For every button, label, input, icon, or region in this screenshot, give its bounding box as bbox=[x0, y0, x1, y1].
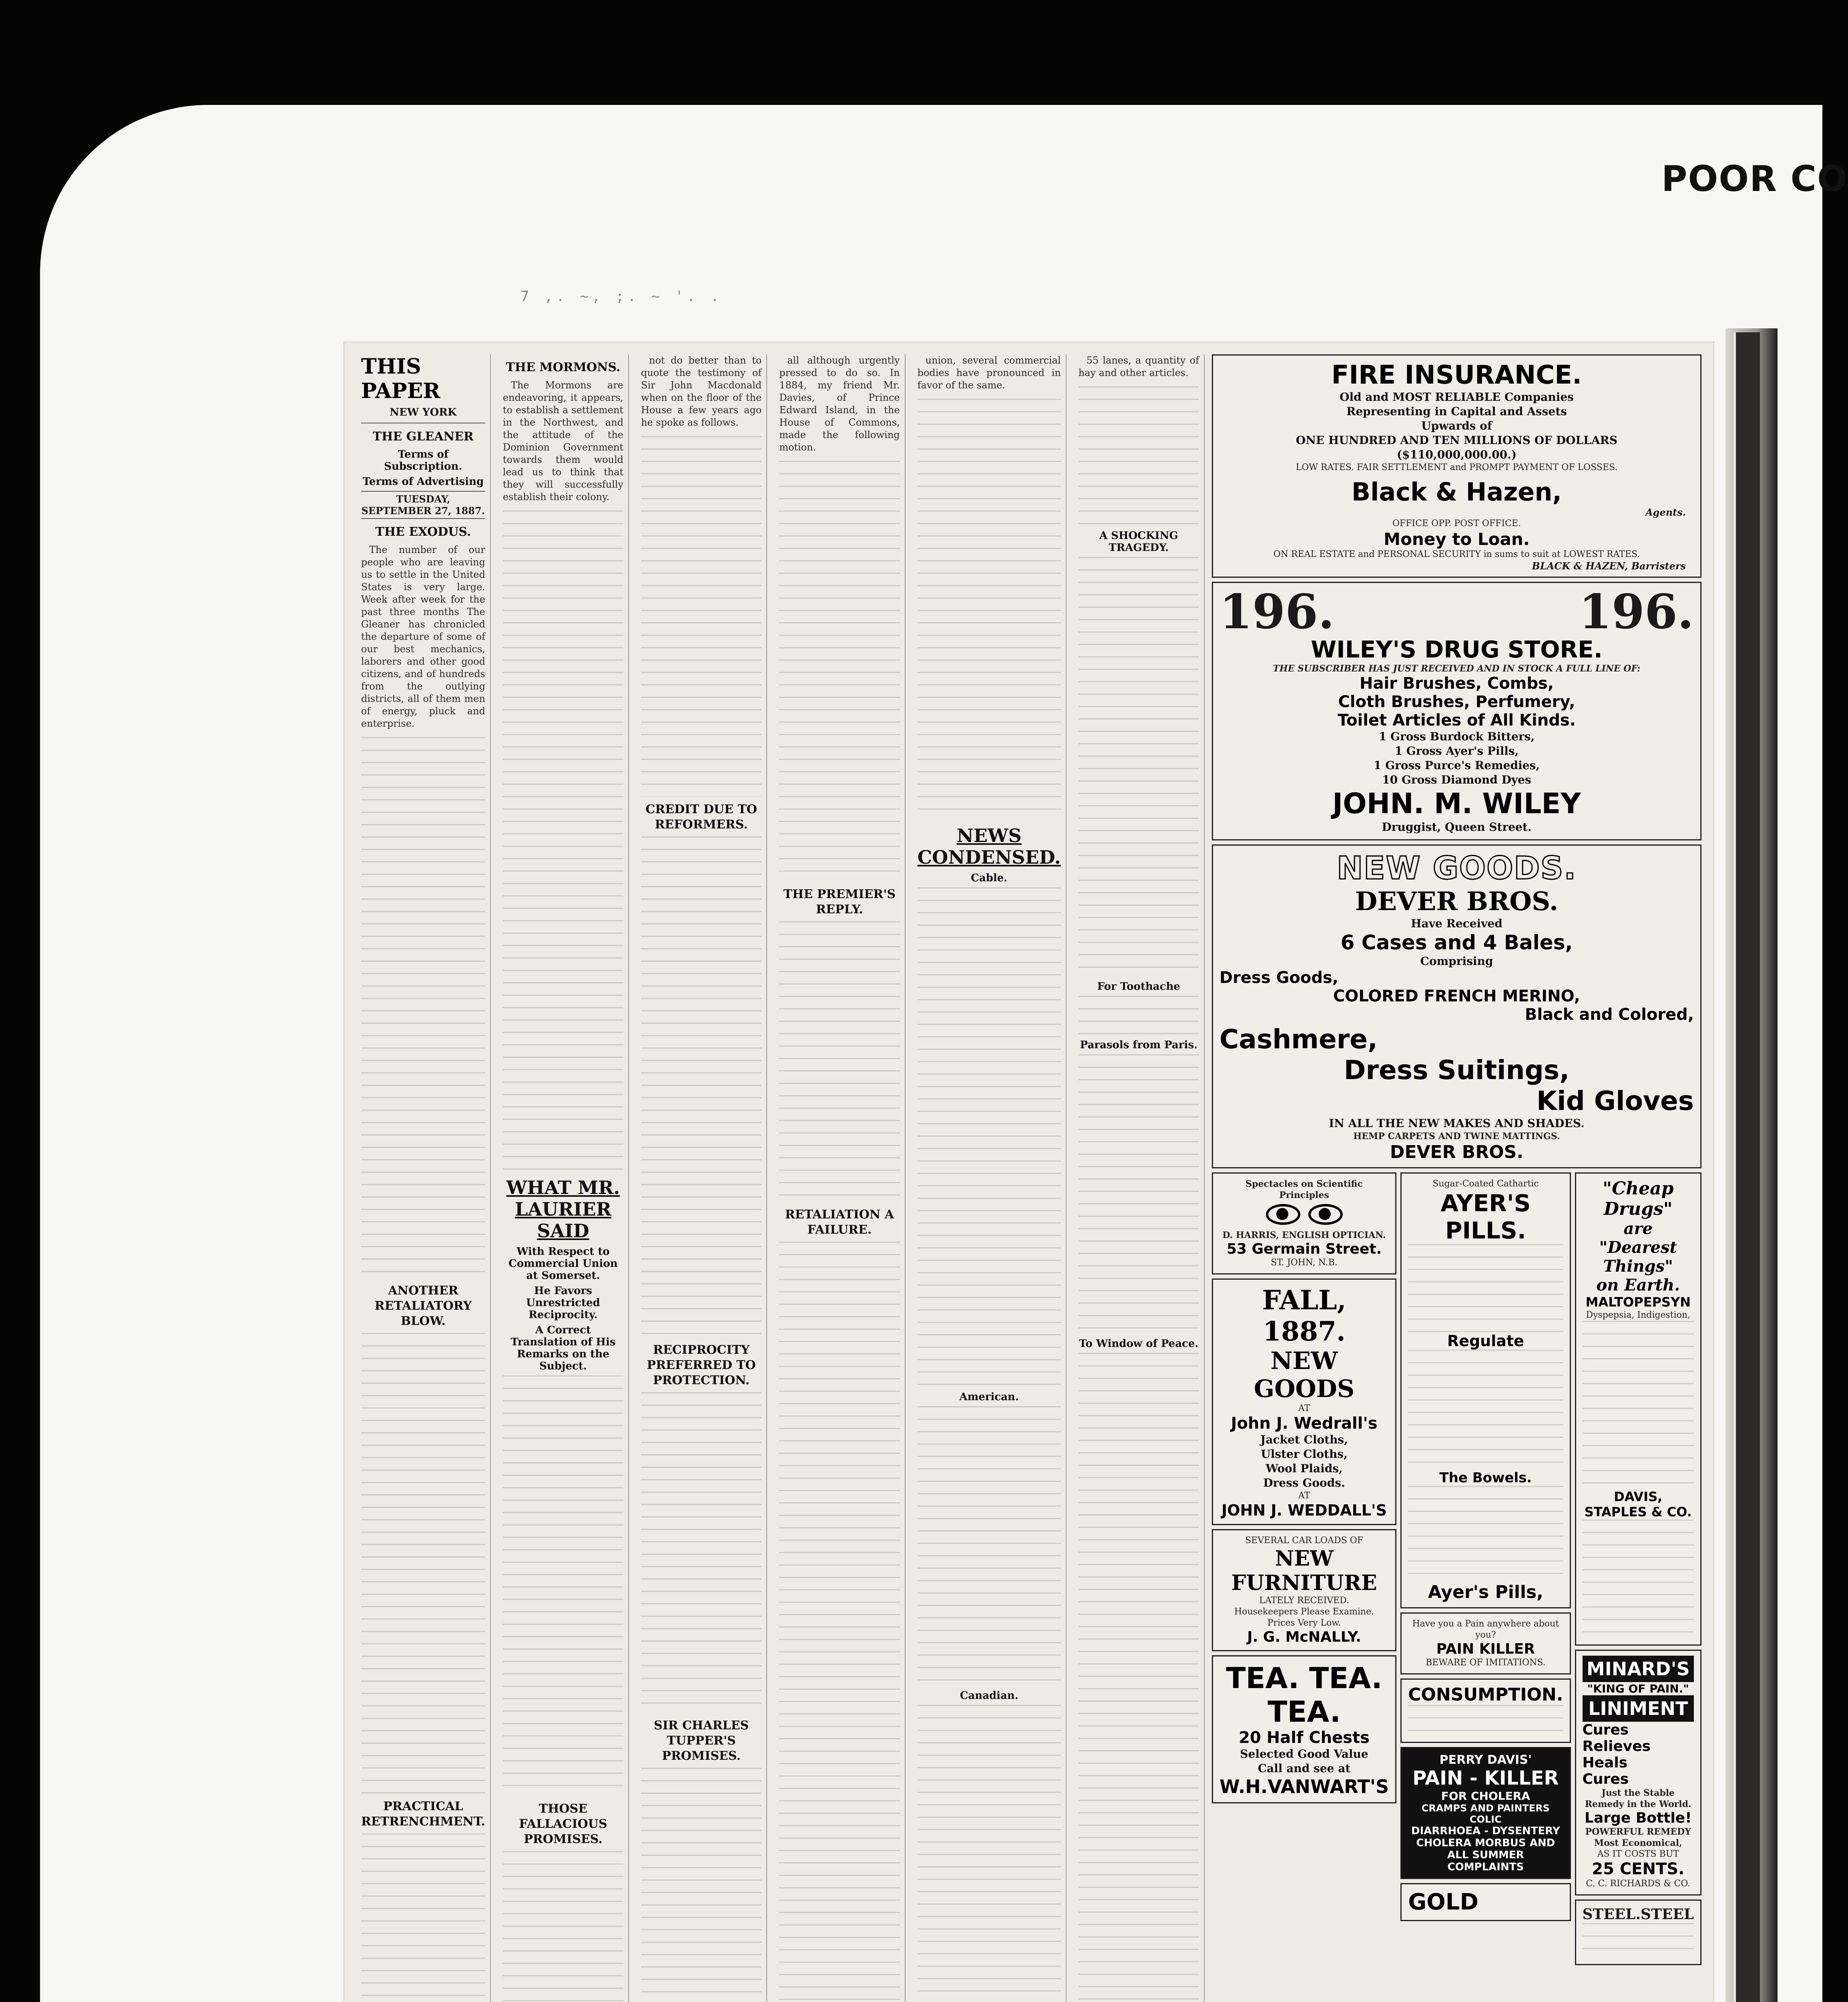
masthead-newyork: NEW YORK bbox=[390, 406, 457, 418]
text-block bbox=[1408, 1486, 1563, 1582]
dever-line-2: 6 Cases and 4 Bales, bbox=[1340, 931, 1573, 954]
davis-staples: DAVIS, STAPLES & CO. bbox=[1584, 1489, 1692, 1520]
cheap-drugs-ad bbox=[1575, 1172, 1702, 1646]
tragedy-heading: A SHOCKING TRAGEDY. bbox=[1099, 530, 1178, 554]
text-block bbox=[918, 1406, 1061, 1686]
optician-name: D. HARRIS, ENGLISH OPTICIAN. bbox=[1222, 1230, 1386, 1240]
mormons-body: The Mormons are endeavoring, it appears, to establish a settlement in the Northwest, and the attitude of the Dominion Government towards them would lead us to think that they will successfully establish their colony. bbox=[502, 380, 624, 503]
number-left: 196. bbox=[1219, 584, 1335, 639]
dever-line-5: COLORED FRENCH MERINO, bbox=[1333, 987, 1580, 1005]
ads-col-left bbox=[1212, 1172, 1396, 1969]
minard-line-5: Just the Stable Remedy in the World. bbox=[1585, 1788, 1691, 1809]
text-block bbox=[779, 461, 900, 881]
tea-line-2: Selected Good Value bbox=[1240, 1747, 1368, 1761]
paris-heading: Parasols from Paris. bbox=[1080, 1039, 1198, 1051]
optician-city: ST. JOHN, N.B. bbox=[1271, 1258, 1338, 1268]
columns bbox=[356, 354, 1701, 2002]
gold-title: GOLD bbox=[1408, 1889, 1478, 1915]
perry-line-7: ALL SUMMER COMPLAINTS bbox=[1447, 1849, 1524, 1873]
painkiller-ad bbox=[1400, 1612, 1571, 1674]
cheap-line-2: are "Dearest Things" bbox=[1599, 1219, 1677, 1276]
weddall-line-2: Ulster Cloths, bbox=[1261, 1447, 1348, 1461]
dever-line-6: Black and Colored, bbox=[1525, 1005, 1694, 1024]
dever-line-1: Have Received bbox=[1411, 917, 1503, 930]
black-hazen-name: Black & Hazen, bbox=[1351, 477, 1562, 507]
minard-cures: Cures bbox=[1582, 1722, 1629, 1738]
minards-liniment-ad bbox=[1575, 1650, 1702, 1895]
wiley-title: WILEY'S DRUG STORE. bbox=[1311, 636, 1603, 663]
consumption-ad bbox=[1400, 1678, 1571, 1743]
tea-title: TEA. TEA. TEA. bbox=[1226, 1661, 1382, 1729]
minard-line-9: AS IT COSTS BUT bbox=[1597, 1849, 1679, 1859]
vanwart-name: W.H.VANWART'S bbox=[1219, 1776, 1389, 1797]
text-block bbox=[361, 737, 485, 1278]
text-block bbox=[503, 1375, 623, 1796]
reciprocity-heading: RECIPROCITY PREFERRED TO PROTECTION. bbox=[647, 1343, 756, 1387]
page-edge-strip bbox=[1734, 332, 1760, 2002]
header-noise: 7 ,. ~, ;. ~ '. . bbox=[520, 288, 723, 305]
fire-line-2: Representing in Capital and Assets bbox=[1346, 405, 1567, 418]
painkiller-sub: BEWARE OF IMITATIONS. bbox=[1426, 1658, 1546, 1668]
tea-ad bbox=[1212, 1655, 1396, 1803]
new-goods-banner: NEW GOODS. bbox=[1337, 850, 1577, 886]
minard-heals: Heals bbox=[1582, 1755, 1628, 1771]
fire-line-5: ($110,000,000.00.) bbox=[1396, 448, 1517, 461]
news-condensed-heading: NEWS CONDENSED. bbox=[917, 825, 1061, 868]
weddall-at: AT bbox=[1298, 1403, 1310, 1413]
cheap-line-3: on Earth. bbox=[1596, 1276, 1680, 1294]
steel-right: STEEL bbox=[1641, 1906, 1694, 1923]
money-to-loan: Money to Loan. bbox=[1384, 529, 1530, 549]
ayer-sarsa: Ayer's Pills, bbox=[1428, 1582, 1543, 1602]
dever-line-3: Comprising bbox=[1420, 955, 1493, 968]
laurier-sub3: A Correct Translation of His Remarks on the Subject. bbox=[510, 1324, 616, 1372]
minard-line-10: 25 CENTS. bbox=[1592, 1860, 1685, 1878]
retaliation-heading: RETALIATION A FAILURE. bbox=[785, 1208, 894, 1237]
furniture-line-1: LATELY RECEIVED. bbox=[1259, 1596, 1349, 1606]
laurier-heading: WHAT MR. LAURIER SAID bbox=[506, 1177, 620, 1242]
minard-line-3: LINIMENT bbox=[1583, 1695, 1694, 1722]
regulate: Regulate bbox=[1447, 1332, 1524, 1350]
number-196 bbox=[1219, 584, 1694, 639]
exodus-body: The number of our people who are leaving us to settle in the United States is very large. Week after week for the past three months The Gleaner has chronicled the departure of some of our best mechanics, laborers and other good citizens, and of hundreds from the outlying districts, all of them men of energy, pluck and enterprise. bbox=[361, 544, 485, 729]
newspaper-page bbox=[344, 342, 1713, 2002]
weddall-line-3: Wool Plaids, bbox=[1265, 1462, 1343, 1475]
furniture-title: NEW FURNITURE bbox=[1231, 1546, 1377, 1595]
perry-line-6: CHOLERA MORBUS AND bbox=[1416, 1837, 1555, 1849]
col4-body: all although urgently pressed to do so. In 1884, my friend Mr. Davies, of Prince Edward Island, in the House of Commons, made the following motion. bbox=[779, 355, 900, 453]
canadian-heading: Canadian. bbox=[960, 1690, 1018, 1702]
fallacious-heading: THOSE FALLACIOUS PROMISES. bbox=[519, 1802, 607, 1846]
dever-bros-ad bbox=[1212, 844, 1701, 1168]
mormons-heading: THE MORMONS. bbox=[506, 360, 621, 374]
black-hazen-sign: BLACK & HAZEN, Barristers bbox=[1532, 560, 1686, 572]
window-heading: To Window of Peace. bbox=[1079, 1338, 1199, 1350]
perry-line-2: PAIN - KILLER bbox=[1412, 1767, 1559, 1789]
credit-heading: CREDIT DUE TO REFORMERS. bbox=[645, 802, 757, 832]
loan-terms: ON REAL ESTATE and PERSONAL SECURITY in sums to suit at LOWEST RATES. bbox=[1273, 549, 1640, 559]
wiley-drug-store-ad bbox=[1212, 582, 1701, 840]
steel-ad bbox=[1575, 1899, 1702, 1965]
laurier-sub2: He Favors Unrestricted Reciprocity. bbox=[526, 1285, 600, 1321]
tea-line-3: Call and see at bbox=[1257, 1762, 1351, 1775]
furniture-sub: SEVERAL CAR LOADS OF bbox=[1245, 1536, 1364, 1546]
painkiller-title: PAIN KILLER bbox=[1436, 1641, 1535, 1657]
text-block bbox=[503, 1851, 623, 2002]
wiley-line-3: Toilet Articles of All Kinds. bbox=[1338, 711, 1576, 730]
minard-line-11: C. C. RICHARDS & CO. bbox=[1586, 1879, 1691, 1889]
perry-line-3: FOR CHOLERA bbox=[1441, 1789, 1530, 1803]
weddall-line-4: Dress Goods. bbox=[1263, 1476, 1345, 1489]
text-block bbox=[1583, 1923, 1694, 1959]
text-block bbox=[1408, 1705, 1563, 1737]
rule bbox=[361, 422, 485, 424]
dever-line-10: IN ALL THE NEW MAKES AND SHADES. bbox=[1329, 1117, 1585, 1130]
fire-line-3: Upwards of bbox=[1421, 419, 1492, 432]
ads-col-middle bbox=[1400, 1172, 1571, 1969]
spectacles-ad bbox=[1212, 1172, 1396, 1274]
text-block bbox=[641, 836, 761, 1337]
minard-line-6: Large Bottle! bbox=[1585, 1810, 1692, 1826]
perry-line-4: CRAMPS AND PAINTERS COLIC bbox=[1421, 1803, 1550, 1825]
furniture-ad bbox=[1212, 1529, 1396, 1651]
number-right: 196. bbox=[1579, 584, 1694, 639]
painkiller-head: Have you a Pain anywhere about you? bbox=[1412, 1619, 1559, 1640]
text-block bbox=[1583, 1520, 1694, 1640]
text-block bbox=[918, 399, 1061, 819]
text-block bbox=[779, 1242, 900, 2002]
toothache-heading: For Toothache bbox=[1097, 981, 1180, 993]
fire-line-6: LOW RATES. FAIR SETTLEMENT and PROMPT PAYMENT OF LOSSES. bbox=[1296, 462, 1618, 472]
tea-line-1: 20 Half Chests bbox=[1239, 1729, 1370, 1747]
maltopepsyn: MALTOPEPSYN bbox=[1585, 1294, 1691, 1310]
text-block bbox=[918, 887, 1061, 1388]
dever-line-8: Dress Suitings, bbox=[1344, 1055, 1570, 1085]
steel-left: STEEL. bbox=[1582, 1906, 1641, 1923]
wiley-line-7: 10 Gross Diamond Dyes bbox=[1382, 773, 1531, 786]
wiley-name: JOHN. M. WILEY bbox=[1332, 787, 1581, 820]
ayers-pills-ad bbox=[1400, 1172, 1571, 1608]
text-block bbox=[1408, 1244, 1563, 1332]
black-hazen-agents: Agents. bbox=[1645, 507, 1686, 518]
text-block bbox=[1079, 557, 1199, 977]
wiley-line-5: 1 Gross Ayer's Pills, bbox=[1394, 744, 1519, 758]
column-4 bbox=[774, 354, 905, 2002]
column-6 bbox=[1074, 354, 1205, 2002]
minard-line-7: POWERFUL REMEDY bbox=[1585, 1827, 1691, 1837]
col6-body: 55 lanes, a quantity of hay and other articles. bbox=[1078, 355, 1199, 378]
text-block bbox=[1408, 1350, 1563, 1470]
text-block bbox=[1079, 386, 1199, 527]
weddall-name: John J. Wedrall's bbox=[1231, 1414, 1378, 1433]
retrenchment-heading: PRACTICAL RETRENCHMENT. bbox=[361, 1799, 485, 1829]
dever-line-11: HEMP CARPETS AND TWINE MATTINGS. bbox=[1353, 1131, 1560, 1142]
poor-copy-stamp: POOR CO bbox=[1661, 158, 1848, 199]
dever-line-4: Dress Goods, bbox=[1219, 969, 1338, 987]
minard-line-8: Most Economical, bbox=[1594, 1838, 1682, 1848]
text-block bbox=[641, 436, 761, 796]
black-hazen-office: OFFICE OPP. POST OFFICE. bbox=[1392, 519, 1521, 529]
weddall-line-1: Jacket Cloths, bbox=[1260, 1433, 1348, 1446]
consumption-title: CONSUMPTION. bbox=[1408, 1684, 1563, 1705]
ads-col-right bbox=[1575, 1172, 1702, 1969]
laurier-sub1: With Respect to Commercial Union at Somerset. bbox=[508, 1246, 618, 1282]
dever-line-9: Kid Gloves bbox=[1536, 1085, 1694, 1116]
wiley-line-1: Hair Brushes, Combs, bbox=[1359, 674, 1554, 693]
column-3 bbox=[636, 354, 767, 2002]
column-1 bbox=[356, 354, 491, 2002]
fire-title: FIRE INSURANCE. bbox=[1331, 360, 1582, 390]
text-block bbox=[918, 1705, 1061, 2002]
mcnally: J. G. McNALLY. bbox=[1247, 1629, 1361, 1645]
text-block bbox=[1079, 1353, 1199, 2002]
text-block bbox=[641, 1392, 761, 1713]
text-block bbox=[779, 921, 900, 1202]
text-block bbox=[361, 1333, 485, 1793]
text-block bbox=[361, 1833, 485, 2002]
masthead-title: THIS PAPER bbox=[361, 354, 440, 403]
dever-title: DEVER BROS. bbox=[1355, 886, 1559, 917]
wiley-line-2: Cloth Brushes, Perfumery, bbox=[1338, 693, 1575, 711]
col5-body: union, several commercial bodies have pronounced in favor of the same. bbox=[917, 355, 1061, 391]
column-5 bbox=[913, 354, 1067, 2002]
fire-insurance-ad bbox=[1212, 354, 1701, 578]
cheap-line-1: "Cheap Drugs" bbox=[1603, 1178, 1674, 1219]
gold-ad bbox=[1400, 1883, 1571, 1921]
text-block bbox=[1079, 996, 1199, 1036]
column-2 bbox=[498, 354, 629, 2002]
text-block bbox=[641, 1768, 761, 2002]
cable-heading: Cable. bbox=[971, 872, 1008, 884]
ads-grid bbox=[1212, 1172, 1701, 1969]
perry-line-1: PERRY DAVIS' bbox=[1439, 1753, 1532, 1767]
furniture-line-2: Housekeepers Please Examine. Prices Very Low. bbox=[1234, 1607, 1374, 1628]
advertisement-column bbox=[1212, 354, 1701, 2002]
perry-davis-ad bbox=[1400, 1747, 1571, 1879]
weddall-ad bbox=[1212, 1278, 1396, 1525]
american-heading: American. bbox=[959, 1391, 1019, 1403]
terms-advertising: Terms of Advertising bbox=[362, 476, 484, 488]
reply-heading: THE PREMIER'S REPLY. bbox=[783, 887, 896, 917]
malto-line-1: Dyspepsia, Indigestion, bbox=[1586, 1310, 1691, 1320]
minard-line-2: "KING OF PAIN." bbox=[1587, 1682, 1689, 1695]
wiley-line-6: 1 Gross Purce's Remedies, bbox=[1373, 759, 1540, 772]
fire-line-4: ONE HUNDRED AND TEN MILLIONS OF DOLLARS bbox=[1296, 434, 1618, 447]
fall-1887: FALL, 1887. bbox=[1262, 1284, 1346, 1347]
charles-heading: SIR CHARLES TUPPER'S PROMISES. bbox=[654, 1719, 749, 1763]
wiley-line-4: 1 Gross Burdock Bitters, bbox=[1378, 730, 1535, 743]
wiley-location: Druggist, Queen Street. bbox=[1382, 820, 1532, 834]
exodus-heading: THE EXODUS. bbox=[375, 525, 471, 539]
dever-line-7: Cashmere, bbox=[1219, 1024, 1378, 1055]
optician-address: 53 Germain Street. bbox=[1226, 1241, 1382, 1257]
col3-body: not do better than to quote the testimony of Sir John Macdonald when on the floor of the House a few years ago he spoke as follows. bbox=[641, 355, 762, 428]
retaliatory-heading: ANOTHER RETALIATORY BLOW. bbox=[374, 1284, 472, 1328]
spectacles-icon bbox=[1219, 1204, 1389, 1226]
text-block bbox=[1583, 1321, 1694, 1489]
weddall-at-2: AT bbox=[1298, 1491, 1310, 1501]
minard-relieves: Relieves bbox=[1582, 1738, 1651, 1755]
new-goods-2: NEW GOODS bbox=[1254, 1347, 1355, 1403]
text-block bbox=[1079, 1054, 1199, 1335]
weddall-name-2: JOHN J. WEDDALL'S bbox=[1221, 1502, 1387, 1519]
fire-line-1: Old and MOST RELIABLE Companies bbox=[1340, 390, 1574, 404]
dever-sign: DEVER BROS. bbox=[1390, 1142, 1524, 1162]
minard-line-1: MINARD'S bbox=[1583, 1656, 1694, 1682]
dateline: TUESDAY, SEPTEMBER 27, 1887. bbox=[361, 491, 485, 519]
paper-name: THE GLEANER bbox=[372, 430, 474, 444]
perry-line-5: DIARRHOEA - DYSENTERY bbox=[1411, 1825, 1560, 1837]
steel-row bbox=[1583, 1906, 1694, 1923]
the-bowels: The Bowels. bbox=[1439, 1470, 1532, 1486]
ayer-title: AYER'S PILLS. bbox=[1440, 1190, 1531, 1244]
minard-cures-2: Cures bbox=[1582, 1771, 1629, 1787]
terms-subscription: Terms of Subscription. bbox=[384, 448, 462, 472]
text-block bbox=[503, 511, 623, 1171]
ayer-sub: Sugar-Coated Cathartic bbox=[1432, 1179, 1539, 1189]
wiley-subtitle: THE SUBSCRIBER HAS JUST RECEIVED AND IN STOCK A FULL LINE OF: bbox=[1273, 663, 1641, 674]
spectacles-title: Spectacles on Scientific Principles bbox=[1245, 1179, 1363, 1200]
